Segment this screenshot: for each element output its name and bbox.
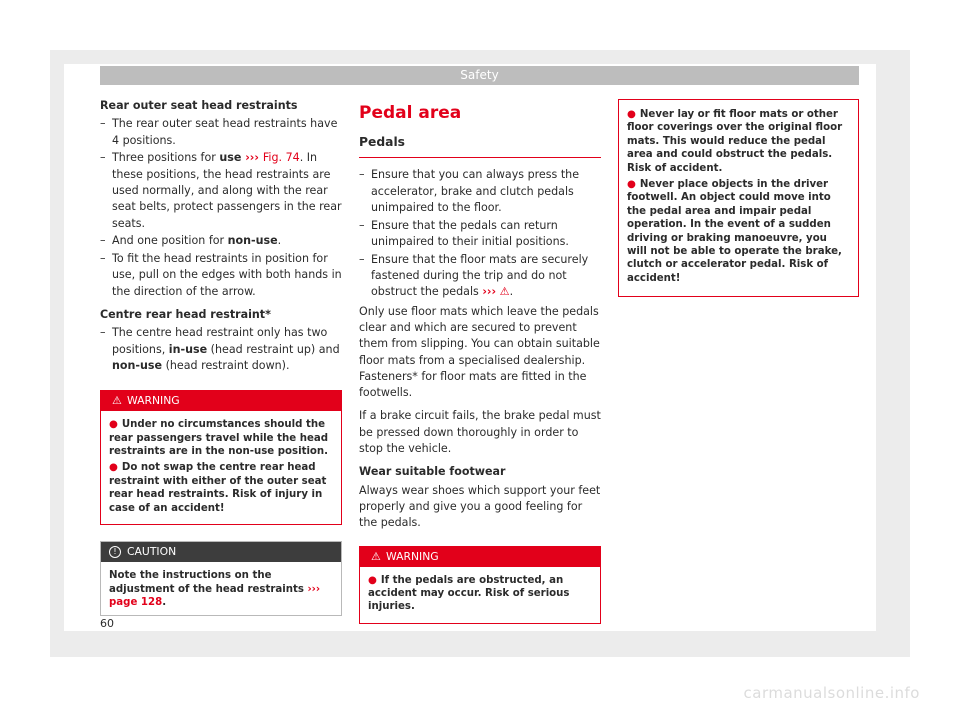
caution-header: ! CAUTION (101, 542, 341, 562)
warning-item: ● Never place objects in the driver footwell. An object could move into the pedal area and impair pedal operation. In the event of a sudden driving or braking manoeuvre, you will not be able to operate the brake, clutch or accelerator pedal. Risk of accident! (627, 179, 842, 284)
centre-heading: Centre rear head restraint* (100, 308, 271, 322)
footwear-heading: Wear suitable footwear (359, 465, 506, 479)
warning-body (619, 100, 858, 296)
warning-item: ● Under no circumstances should the rear passengers travel while the head restraints are in the non-use position. (109, 419, 329, 458)
caution-body: Note the instructions on the adjustment of the head restraints ››› page 128. (109, 570, 321, 608)
warning-item: ● Do not swap the centre rear head restraint with either of the outer seat rear head restraints. Risk of injury in case of an accident! (109, 462, 327, 514)
info-circle-icon: ! (109, 546, 121, 558)
list-item: – Three positions for use ››› Fig. 74. In these positions, the head restraints are used normally, and along with the rear seat belts, protect passengers in the rear seats. (100, 151, 342, 230)
warning-box-continued (618, 99, 859, 297)
warning-triangle-icon: ⚠ (112, 394, 122, 408)
warning-triangle-icon: ⚠ (371, 549, 381, 563)
list-item: – The rear outer seat head restraints have 4 positions. (100, 117, 338, 147)
list-item: – Ensure that the floor mats are securely fastened during the trip and do not obstruct the pedals ››› ⚠. (359, 252, 589, 299)
warning-header: ⚠ WARNING (360, 547, 600, 567)
watermark: carmanualsonline.info (743, 684, 920, 702)
list-item: – And one position for non-use. (100, 234, 282, 248)
list-item: – Ensure that you can always press the accelerator, brake and clutch pedals unimpaired to the floor. (359, 168, 580, 214)
warning-item: ● If the pedals are obstructed, an accident may occur. Risk of serious injuries. (368, 574, 570, 613)
paragraph: Only use floor mats which leave the pedals clear and which are secured to prevent them from slipping. You can obtain suitable floor mats from a specialised dealership. Fasteners* for floor mats are fitted in the footwells. (359, 304, 600, 400)
warning-box (359, 546, 601, 624)
rear-outer-heading: Rear outer seat head restraints (100, 99, 298, 112)
left-column (100, 98, 342, 616)
warning-triangle-icon: ⚠ (499, 285, 510, 299)
warning-body (360, 567, 600, 623)
warning-item: ● Never lay or fit floor mats or other floor coverings over the original floor mats. This would reduce the pedal area and could obstruct the pedals. Risk of accident. (627, 109, 843, 174)
list-item: – Ensure that the pedals can return unimpaired to their initial positions. (359, 218, 569, 248)
warning-box (100, 390, 342, 525)
warning-header: ⚠ WARNING (101, 391, 341, 411)
warning-body (101, 411, 341, 524)
fig-link[interactable]: Fig. 74 (262, 151, 300, 165)
paragraph: If a brake circuit fails, the brake pedal must be pressed down thoroughly in order to stop the vehicle. (359, 409, 601, 456)
page-header-title: Safety (100, 66, 859, 85)
section-title: Pedal area (359, 103, 462, 123)
list-item: – To fit the head restraints in position for use, pull on the edges with both hands in the direction of the arrow. (100, 252, 342, 298)
paragraph: Always wear shoes which support your feet properly and give you a good feeling for the pedals. (359, 483, 601, 530)
caution-box (100, 541, 342, 616)
right-column (618, 99, 859, 297)
page-number: 60 (100, 617, 114, 630)
middle-column (359, 98, 601, 624)
subsection-title: Pedals (359, 134, 601, 158)
page-link[interactable]: page 128 (109, 596, 163, 608)
list-item: – The centre head restraint only has two positions, in-use (head restraint up) and non-use (head restraint down). (100, 326, 340, 372)
